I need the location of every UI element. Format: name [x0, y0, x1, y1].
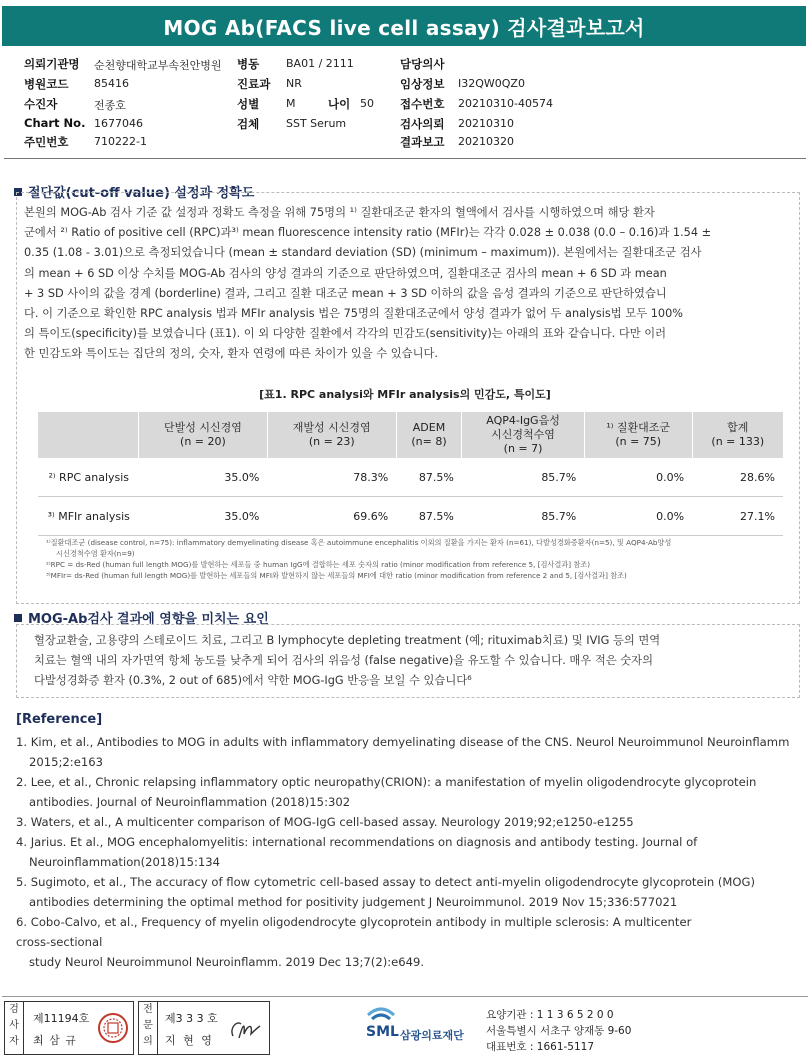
divider: [4, 158, 806, 159]
footnote: 시신경척수염 환자(n=9): [56, 549, 135, 558]
specimen-label: 검체: [237, 117, 260, 131]
table-cell: 0.0%: [584, 497, 692, 536]
reference-item: 5. Sugimoto, et al., The accuracy of flow cytometric cell-based assay to detect anti-myelin oligodendrocyte glycoprotein (MOG) antibodies determining the optimal method for positivity judgement J Neuroimmunol. 2019 Nov 15;336:577021: [16, 875, 756, 909]
institution-label: 의뢰기관명: [24, 57, 80, 71]
dept-label: 진료과: [237, 77, 271, 91]
rrn-value: 710222-1: [94, 135, 147, 148]
org-info-line: 요양기관 : 1 1 3 6 5 2 0 0: [486, 1009, 614, 1021]
reviewer-box: [138, 1001, 270, 1055]
paragraph-line: 다. 이 기준으로 확인한 RPC analysis 법과 MFIr analysis 법은 75명의 질환대조군에서 양성 결과가 없어 두 analysis법 모두 100%: [24, 307, 684, 321]
factors-paragraph: [34, 631, 794, 691]
chart-value: 1677046: [94, 117, 143, 130]
result-label: 결과보고: [400, 135, 445, 149]
table-cell: 78.3%: [267, 458, 396, 497]
reference-item: 3. Waters, et al., A multicenter comparison of MOG-IgG cell-based assay. Neurology 2019;92;e1250-e1255: [16, 815, 634, 829]
table-cell: 87.5%: [396, 497, 462, 536]
paragraph-line: 혈장교환술, 고용량의 스테로이드 치료, 그리고 B lymphocyte depleting treatment (예; rituximab치료) 및 IVIG 등의 면역: [34, 634, 661, 647]
rrn-label: 주민번호: [24, 135, 69, 149]
reference-list: [16, 732, 796, 972]
clinical-value: I32QW0QZ0: [458, 77, 525, 90]
table-cell: 87.5%: [396, 458, 462, 497]
paragraph-line: 의 특이도(specificity)를 보였습니다 (표1). 이 외 다양한 질환에서 각각의 민감도(sensitivity)는 아래의 표와 같습니다. 다만 이러: [24, 327, 667, 341]
table-cell: 69.6%: [267, 497, 396, 536]
paragraph-line: 의 mean + 6 SD 이상 수치를 MOG-Ab 검사의 양성 결과의 기준으로 판단하였으며, 질환대조군 검사의 mean + 6 SD 과 mean: [24, 266, 667, 280]
doctor-label: 담당의사: [400, 57, 445, 71]
request-value: 20210310: [458, 117, 514, 130]
patient-info: [0, 54, 810, 150]
table-header-cell: 단발성 시신경염 (n = 20): [139, 412, 268, 458]
subject-value: 전종호: [94, 99, 126, 112]
reference-item-cont: study Neurol Neuroimmunol Neuroinflamm. 2019 Dec 13;7(2):e649.: [29, 955, 425, 969]
org-info: [486, 1007, 631, 1055]
tester-box: [4, 1001, 134, 1055]
table-header-cell: ADEM (n= 8): [396, 412, 462, 458]
org-info-line: 대표번호 : 1661-5117: [486, 1041, 595, 1053]
org-info-line: 서울특별시 서초구 양재동 9-60: [486, 1025, 632, 1037]
table-footnotes: [46, 537, 766, 581]
table-header-cell: ¹⁾ 질환대조군 (n = 75): [584, 412, 692, 458]
chart-label: Chart No.: [24, 116, 86, 130]
signature-icon: [227, 1014, 263, 1044]
sex-value: M: [286, 97, 296, 110]
seal-icon: [97, 1012, 129, 1044]
specimen-value: SST Serum: [286, 117, 347, 130]
footnote: ³⁾MFIr= ds-Red (human full length MOG)를 발현하는 세포들의 MFI와 발현하지 않는 세포들의 MFI에 대한 ratio (minor modification from reference 2 and 5, [검사결과] 참조): [46, 571, 627, 580]
age-value: 50: [360, 97, 374, 110]
table-header-blank: [38, 412, 139, 458]
receipt-label: 접수번호: [400, 97, 445, 111]
paragraph-line: 0.35 (1.08 - 3.01)으로 측정되었습니다 (mean ± standard deviation (SD) (minimum – maximum)). 본원에서는 질환대조군 검사: [24, 246, 702, 260]
reference-item: 1. Kim, et al., Antibodies to MOG in adults with inflammatory demyelinating disease of the CNS. Neurol Neuroimmunol Neuroinflamm 2015;2:e163: [16, 735, 790, 769]
tester-label: 검 사 자: [5, 1002, 24, 1054]
tester-name: 최 삼 규: [33, 1034, 77, 1047]
paragraph-line: 치료는 혈액 내의 자가면역 항체 농도를 낮추게 되어 검사의 위음성 (false negative)을 유도할 수 있습니다. 매우 적은 숫자의: [34, 654, 653, 667]
reference-item: 2. Lee, et al., Chronic relapsing inflammatory optic neuropathy(CRION): a manifestation of myelin oligodendrocyte glycoprotein antibodies. Journal of Neuroinflammation (2018)15:302: [16, 775, 757, 809]
section-title: 절단값(cut-off value) 설정과 정확도: [28, 186, 255, 201]
table-cell: 28.6%: [692, 458, 783, 497]
hospital-code-value: 85416: [94, 77, 129, 90]
tester-license: 제11194호: [33, 1012, 90, 1025]
footer: [2, 996, 808, 1059]
result-value: 20210320: [458, 135, 514, 148]
paragraph-line: + 3 SD 사이의 값을 경계 (borderline) 결과, 그리고 질환 대조군 mean + 3 SD 이하의 값을 음성 결과의 기준으로 판단하였습니: [24, 286, 667, 300]
table-caption: [표1. RPC analysi와 MFIr analysis의 민감도, 특이도]: [259, 388, 551, 401]
ward-label: 병동: [237, 57, 260, 71]
request-label: 검사의뢰: [400, 117, 445, 131]
reviewer-license: 제3 3 3 호: [165, 1012, 218, 1025]
reference-item: 4. Jarius. Et al., MOG encephalomyelitis: international recommendations on diagnosis and antibody testing. Journal of Neuroinflammation(2018)15:134: [16, 835, 698, 869]
reviewer-name: 지 현 영: [165, 1034, 214, 1047]
logo-text: SML: [366, 1024, 399, 1040]
table-cell: 0.0%: [584, 458, 692, 497]
bullet-square-icon: [14, 614, 22, 622]
org-name: 삼광의료재단: [400, 1029, 464, 1042]
sensitivity-table: [38, 412, 783, 536]
cutoff-paragraph: [24, 203, 794, 365]
row-label: ³⁾ MFIr analysis: [38, 497, 139, 536]
table-header-cell: AQP4-IgG음성 시신경척수염 (n = 7): [462, 412, 584, 458]
paragraph-line: 다발성경화증 환자 (0.3%, 2 out of 685)에서 약한 MOG-IgG 반응을 보일 수 있습니다⁶: [34, 674, 472, 687]
ward-value: BA01 / 2111: [286, 57, 354, 70]
paragraph-line: 본원의 MOG-Ab 검사 기준 값 설정과 정확도 측정을 위해 75명의 ¹⁾ 질환대조군 환자의 혈액에서 검사를 시행하였으며 해당 환자: [24, 206, 655, 219]
dept-value: NR: [286, 77, 302, 90]
reference-item: 6. Cobo-Calvo, et al., Frequency of myelin oligodendrocyte glycoprotein antibody in multiple sclerosis: A multicenter: [16, 915, 692, 929]
sex-label: 성별: [237, 97, 260, 111]
table-cell: 27.1%: [692, 497, 783, 536]
paragraph-line: 한 민감도와 특이도는 집단의 정의, 숫자, 환자 연령에 따른 차이가 있을 수 있습니다.: [24, 347, 438, 361]
section-title: MOG-Ab검사 결과에 영향을 미치는 요인: [28, 612, 269, 627]
hospital-code-label: 병원코드: [24, 77, 69, 91]
table-cell: 85.7%: [462, 458, 584, 497]
footnote: ²⁾RPC = ds-Red (human full length MOG)를 발현하는 세포들 중 human IgG에 결합하는 세포 숫자의 ratio (minor modification from reference 5, [검사결과] 참조): [46, 560, 591, 569]
table-header-row: [38, 412, 783, 458]
paragraph-line: 군에서 ²⁾ Ratio of positive cell (RPC)과³⁾ mean fluorescence intensity ratio (MFIr)는 각각 0.028 ± 0.038 (0.0 – 0.16)과 1.54 ±: [24, 226, 712, 240]
table-header-cell: 합계 (n = 133): [692, 412, 783, 458]
footnote: ¹⁾질환대조군 (disease control, n=75): inflammatory demyelinating disease 혹은 autoimmune encephalitis 이외의 질환을 가지는 환자 (n=61), 다발성경화증환자(n=5), 및 AQP4-Ab양성: [46, 538, 672, 547]
reference-item-cont: cross-sectional: [16, 935, 103, 949]
table-row: [38, 497, 783, 536]
report-title: MOG Ab(FACS live cell assay) 검사결과보고서: [2, 6, 806, 46]
subject-label: 수진자: [24, 97, 58, 111]
table-cell: 35.0%: [139, 458, 268, 497]
table-cell: 85.7%: [462, 497, 584, 536]
table-header-cell: 재발성 시신경염 (n = 23): [267, 412, 396, 458]
institution-value: 순천향대학교부속천안병원: [94, 59, 222, 72]
row-label: ²⁾ RPC analysis: [38, 458, 139, 497]
receipt-value: 20210310-40574: [458, 97, 553, 110]
table-row: [38, 458, 783, 497]
clinical-label: 임상정보: [400, 77, 445, 91]
table-cell: 35.0%: [139, 497, 268, 536]
reviewer-label: 전 문 의: [139, 1002, 158, 1054]
age-label: 나이: [328, 97, 351, 111]
reference-heading: [Reference]: [16, 712, 103, 727]
